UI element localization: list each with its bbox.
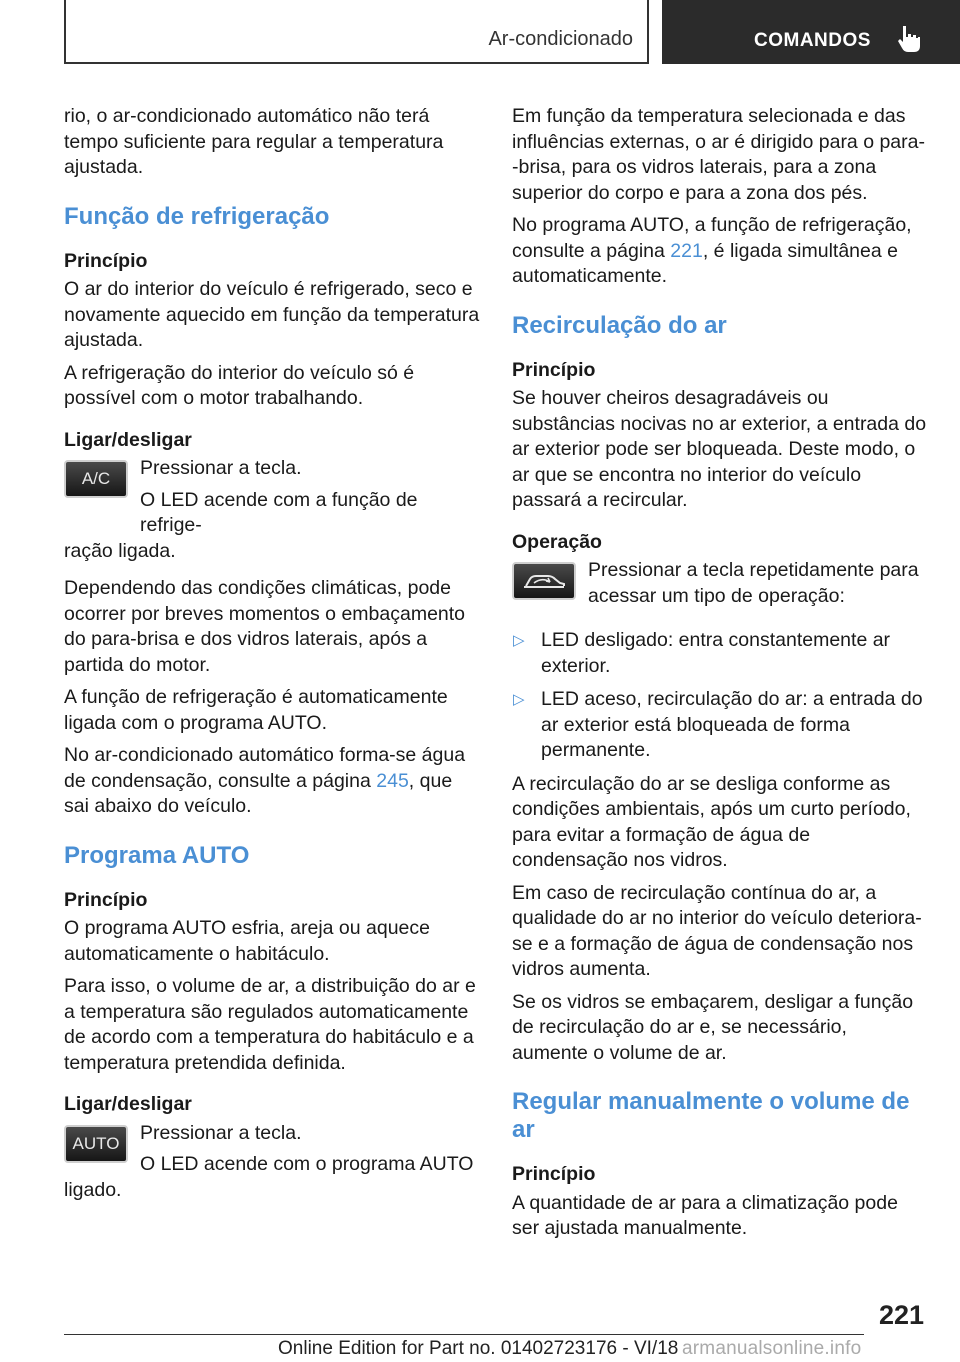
paragraph: O programa AUTO esfria, areja ou aquece automaticamente o habitáculo. [64,917,430,965]
list-item [512,687,928,764]
paragraph: A recirculação do ar se desliga conforme as condições ambientais, após um curto período, para evitar a formação de água de condensação nos vidros. [512,772,911,871]
triangle-bullet-icon: ▷ [513,632,525,649]
ac-button-icon: A/C [64,460,128,498]
paragraph: Em caso de recirculação contínua do ar, a qualidade do ar no interior do veículo deteriora-se e a formação de água de condensação nos vidros aumenta. [512,881,922,980]
instruction-text: O LED acende com o programa AUTO [140,1153,474,1175]
ac-instruction [64,456,480,539]
heading-manual-air-volume: Regular manualmente o volume de ar [512,1088,910,1143]
header-chapter-title: COMANDOS [754,30,871,51]
page-footer [0,1300,960,1362]
text-span: , que sai abaixo do veículo. [64,769,453,817]
subheading-principle: Princípio [512,358,596,381]
instruction-text: Pressionar a tecla repetidamente para acessar um tipo de operação: [588,559,919,607]
paragraph: O ar do interior do veículo é refrigerado, seco e novamente aquecido em função da temperatura ajustada. [64,278,480,351]
paragraph: Se os vidros se embaçarem, desligar a função de recirculação do ar e, se necessário, aumente o volume de ar. [512,990,914,1064]
instruction-text: Pressionar a tecla. [140,457,302,479]
recirculation-button-icon [512,562,576,600]
page-link-245[interactable]: 245 [376,769,409,792]
watermark: armanualsonline.info [682,1338,862,1359]
pointing-hand-icon [894,24,924,54]
subheading-switch: Ligar/desligar [64,1093,192,1115]
paragraph: A função de refrigeração é automaticamente ligada com o programa AUTO. [64,686,448,734]
paragraph: Dependendo das condições climáticas, pode ocorrer por breves momentos o embaçamento do para-brisa e dos vidros laterais, após a partida do motor. [64,577,466,676]
subheading-principle: Princípio [64,888,148,911]
instruction-text: ligado. [64,1178,122,1201]
text-span: No ar-condicionado automático forma-se água de condensação, consulte a página [64,744,466,792]
triangle-bullet-icon: ▷ [513,691,525,708]
heading-auto-program: Programa AUTO [64,841,250,869]
text-span: , é ligada simultânea e automaticamente. [512,239,898,287]
right-column [512,104,928,1249]
paragraph: A quantidade de ar para a climatização pode ser ajustada manualmente. [512,1191,898,1239]
heading-air-recirculation: Recirculação do ar [512,311,727,339]
edition-note: Online Edition for Part no. 01402723176 - VI/18 [278,1338,679,1359]
paragraph: rio, o ar-condicionado automático não terá tempo suficiente para regular a temperatura ajustada. [64,105,444,178]
auto-button-icon: AUTO [64,1125,128,1163]
list-item [512,628,928,679]
subheading-principle: Princípio [64,249,148,272]
instruction-text: Pressionar a tecla. [140,1121,302,1144]
footer-divider [64,1334,864,1335]
subheading-switch: Ligar/desligar [64,428,192,451]
paragraph: Se houver cheiros desagradáveis ou substâncias nocivas no ar exterior, a entrada do ar exterior pode ser bloqueada. Deste modo, o ar que se encontra no interior do veículo passará a recircular. [512,387,927,511]
recirc-instruction [512,558,928,618]
left-column [64,104,480,1210]
list-item-text: LED desligado: entra constantemente ar exterior. [541,629,891,677]
text-span: No programa AUTO, a função de refrigeração, consulte a página [512,214,912,262]
paragraph [64,743,480,820]
page-number: 221 [878,1300,924,1330]
list-item-text: LED aceso, recirculação do ar: a entrada do ar exterior está bloqueada de forma permanente. [541,688,923,761]
instruction-text: ração ligada. [64,539,176,562]
paragraph: A refrigeração do interior do veículo só é possível com o motor trabalhando. [64,361,415,409]
header-chapter-box [662,0,960,64]
subheading-operation: Operação [512,530,602,553]
operation-mode-list [512,628,928,764]
subheading-principle: Princípio [512,1163,596,1185]
header-section-title: Ar-condicionado [488,28,633,50]
paragraph [512,213,928,290]
car-recirculation-icon [520,570,568,592]
page-header [0,0,960,66]
heading-cooling-function: Função de refrigeração [64,202,330,230]
paragraph: Em função da temperatura selecionada e das influências externas, o ar é dirigido para o para--brisa, para os vidros laterais, para a zona superior do corpo e para a zona dos pés. [512,105,925,204]
auto-instruction [64,1121,480,1178]
instruction-text: O LED acende com a função de refrige- [140,488,418,536]
page-link-221[interactable]: 221 [670,239,703,262]
header-section-box [64,0,649,64]
paragraph: Para isso, o volume de ar, a distribuição do ar e a temperatura são regulados automaticamente de acordo com a temperatura do habitáculo e a temperatura pretendida definida. [64,975,476,1074]
